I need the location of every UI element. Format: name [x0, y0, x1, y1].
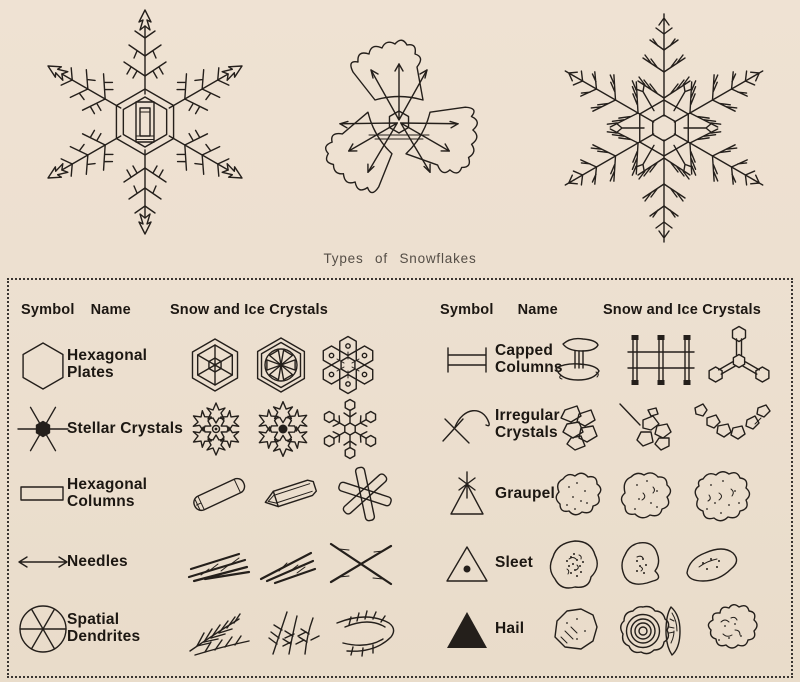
crystal-type-name: Stellar Crystals	[67, 419, 184, 437]
capped-columns-examples	[547, 329, 797, 391]
crystal-type-name: Graupel	[495, 484, 555, 502]
hail-examples	[547, 599, 797, 659]
capped-column-example-1	[547, 331, 613, 389]
crystal-type-name: Spatial Dendrites	[67, 611, 141, 645]
left-crystals-header: Snow and Ice Crystals	[169, 302, 329, 318]
graupel-example-3	[685, 465, 757, 523]
right-symbol-header: Symbol	[440, 302, 494, 318]
snowflake-legend-box	[7, 278, 793, 678]
right-table-header	[440, 302, 558, 318]
crystal-type-name: Needles	[67, 552, 128, 570]
right-name-header: Name	[517, 302, 558, 318]
crystal-type-name: Sleet	[495, 553, 534, 571]
left-name-header: Name	[90, 302, 131, 318]
capped-column-example-2	[623, 331, 695, 389]
sleet-example-1	[547, 535, 603, 591]
crystal-type-name: Irregular Crystals	[495, 407, 560, 441]
crystal-type-name: Hexagonal Plates	[67, 347, 148, 381]
crystal-type-name: Capped Columns	[495, 342, 563, 376]
left-symbol-header: Symbol	[21, 302, 75, 318]
graupel-example-2	[613, 467, 675, 521]
hail-example-2-cross-section	[615, 599, 689, 659]
sleet-examples	[547, 535, 797, 591]
irregular-crystal-example-2	[615, 398, 681, 452]
right-crystals-header: Snow and Ice Crystals	[602, 302, 762, 318]
legend-row-graupel	[9, 461, 793, 527]
triangular-crystal-snowflake-illustration	[293, 22, 505, 208]
sleet-example-3	[679, 539, 745, 587]
legend-row-hail	[9, 596, 793, 662]
sleet-example-2	[613, 535, 669, 591]
legend-row-irregular-crystals	[9, 392, 793, 458]
fernlike-stellar-snowflake-illustration	[38, 2, 253, 234]
capped-column-symbol-icon	[439, 345, 495, 375]
left-table-header	[21, 302, 131, 318]
irregular-crystal-example-1	[547, 398, 605, 452]
dendritic-star-snowflake-illustration	[542, 6, 787, 248]
irregular-crystal-example-3	[691, 398, 771, 452]
graupel-symbol-icon	[439, 470, 495, 518]
hail-example-1	[547, 603, 605, 655]
legend-row-sleet	[9, 530, 793, 596]
figure-caption: Types of Snowflakes	[323, 251, 477, 266]
graupel-example-1	[547, 467, 603, 521]
cross-arc-symbol-icon	[439, 403, 495, 447]
crystal-type-name: Hexagonal Columns	[67, 476, 148, 510]
hail-symbol-icon	[439, 608, 495, 650]
hail-example-3	[699, 600, 763, 658]
sleet-symbol-icon	[439, 541, 495, 585]
legend-row-capped-columns	[9, 327, 793, 393]
irregular-crystals-examples	[547, 398, 797, 452]
crystal-type-name: Hail	[495, 619, 525, 637]
capped-column-example-3	[705, 329, 773, 391]
graupel-examples	[547, 465, 797, 523]
